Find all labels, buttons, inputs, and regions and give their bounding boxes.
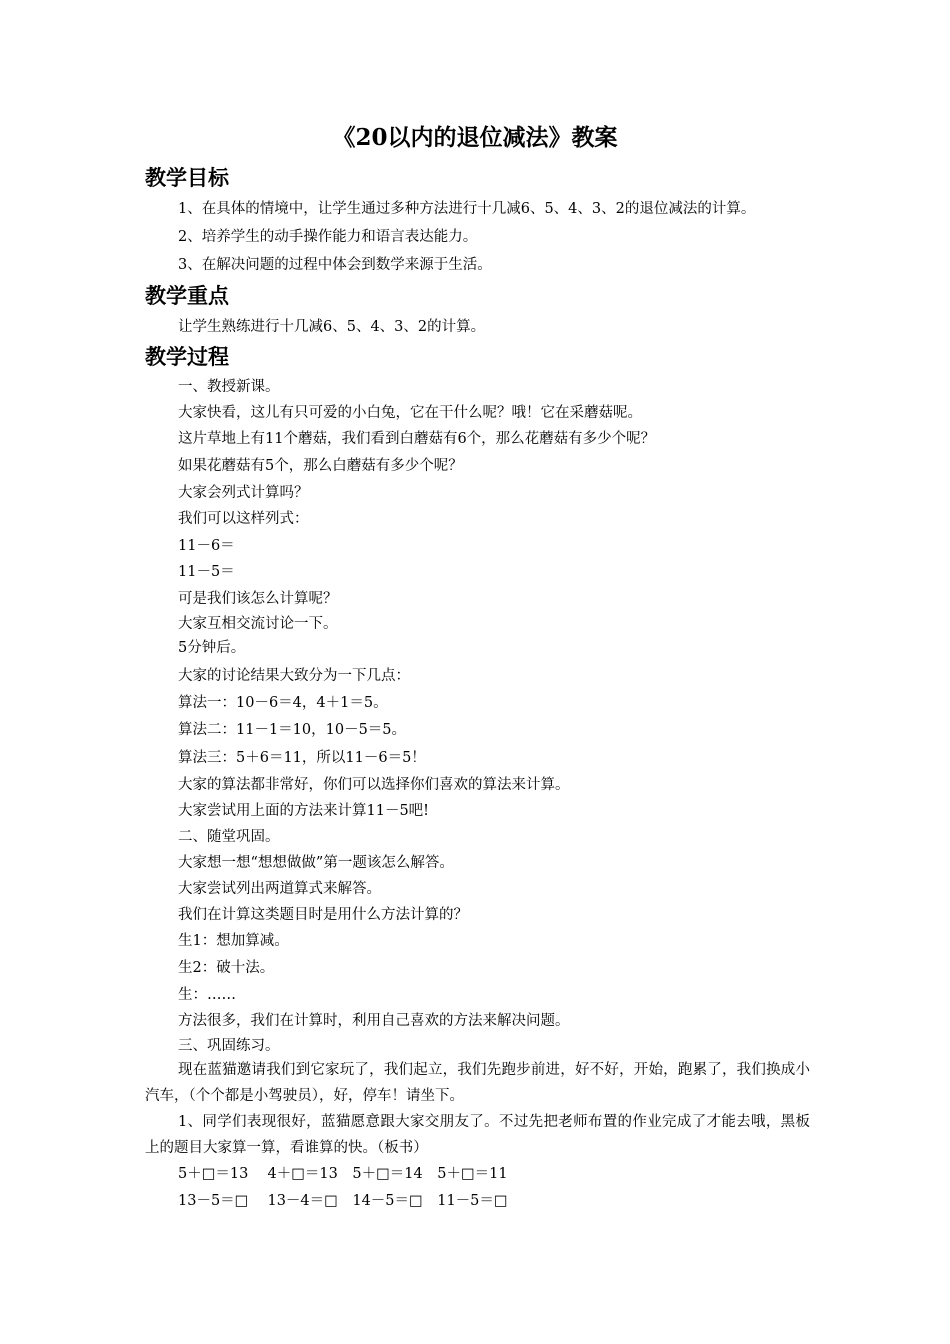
goal-item: 3、在解决问题的过程中体会到数学来源于生活。 [178, 257, 492, 273]
process-line: 大家尝试用上面的方法来计算11－5吧! [178, 803, 430, 819]
process-line: 5分钟后。 [178, 640, 246, 656]
board-exercise-row: 5＋□＝13 4＋□＝13 5＋□＝14 5＋□＝11 [178, 1166, 508, 1182]
goal-item: 1、在具体的情境中，让学生通过多种方法进行十几减6、5、4、3、2的退位减法的计算。 [178, 201, 756, 217]
process-line: 大家快看，这儿有只可爱的小白兔，它在干什么呢？哦！它在采蘑菇呢。 [178, 405, 642, 421]
board-exercise-row: 13－5＝□ 13－4＝□ 14－5＝□ 11－5＝□ [178, 1193, 508, 1209]
section-heading-goals: 教学目标 [145, 165, 229, 190]
focus-item: 让学生熟练进行十几减6、5、4、3、2的计算。 [178, 319, 486, 335]
paragraph-blue-cat: 现在蓝猫邀请我们到它家玩了，我们起立，我们先跑步前进，好不好，开始，跑累了，我们换成小汽车，（个个都是小驾驶员），好，停车！请坐下。 [145, 1062, 810, 1104]
document-title: 《20以内的退位减法》教案 [332, 124, 618, 151]
process-line: 大家的讨论结果大致分为一下几点： [178, 668, 410, 684]
process-line: 如果花蘑菇有5个，那么白蘑菇有多少个呢？ [178, 458, 463, 474]
process-line: 我们可以这样列式： [178, 511, 309, 527]
section-heading-process: 教学过程 [145, 344, 229, 369]
process-line: 大家的算法都非常好，你们可以选择你们喜欢的算法来计算。 [178, 777, 570, 793]
process-line: 可是我们该怎么计算呢？ [178, 591, 338, 607]
process-line: 三、巩固练习。 [178, 1038, 280, 1054]
process-line: 11－6＝ [178, 538, 235, 554]
process-line: 我们在计算这类题目时是用什么方法计算的？ [178, 907, 468, 923]
process-line: 生：…… [178, 987, 236, 1003]
process-line: 这片草地上有11个蘑菇，我们看到白蘑菇有6个，那么花蘑菇有多少个呢？ [178, 431, 656, 447]
process-line: 大家尝试列出两道算式来解答。 [178, 881, 381, 897]
process-line: 方法很多，我们在计算时，利用自己喜欢的方法来解决问题。 [178, 1013, 570, 1029]
process-line: 生2：破十法。 [178, 960, 275, 976]
process-line: 生1：想加算减。 [178, 933, 289, 949]
process-line: 算法二：11－1＝10，10－5＝5。 [178, 722, 407, 738]
goal-item: 2、培养学生的动手操作能力和语言表达能力。 [178, 229, 478, 245]
section-heading-focus: 教学重点 [145, 283, 229, 308]
process-line: 一、教授新课。 [178, 379, 280, 395]
process-line: 算法三：5＋6＝11，所以11－6＝5！ [178, 750, 426, 766]
process-line: 大家会列式计算吗？ [178, 485, 309, 501]
process-line: 算法一：10－6＝4，4＋1＝5。 [178, 695, 388, 711]
process-line: 11－5＝ [178, 564, 235, 580]
process-line: 大家想一想“想想做做”第一题该怎么解答。 [178, 855, 454, 871]
paragraph-exercise: 1、同学们表现很好，蓝猫愿意跟大家交朋友了。不过先把老师布置的作业完成了才能去哦，黑板上的题目大家算一算，看谁算的快。（板书） [145, 1114, 810, 1156]
process-line: 大家互相交流讨论一下。 [178, 616, 338, 632]
process-line: 二、随堂巩固。 [178, 829, 280, 845]
